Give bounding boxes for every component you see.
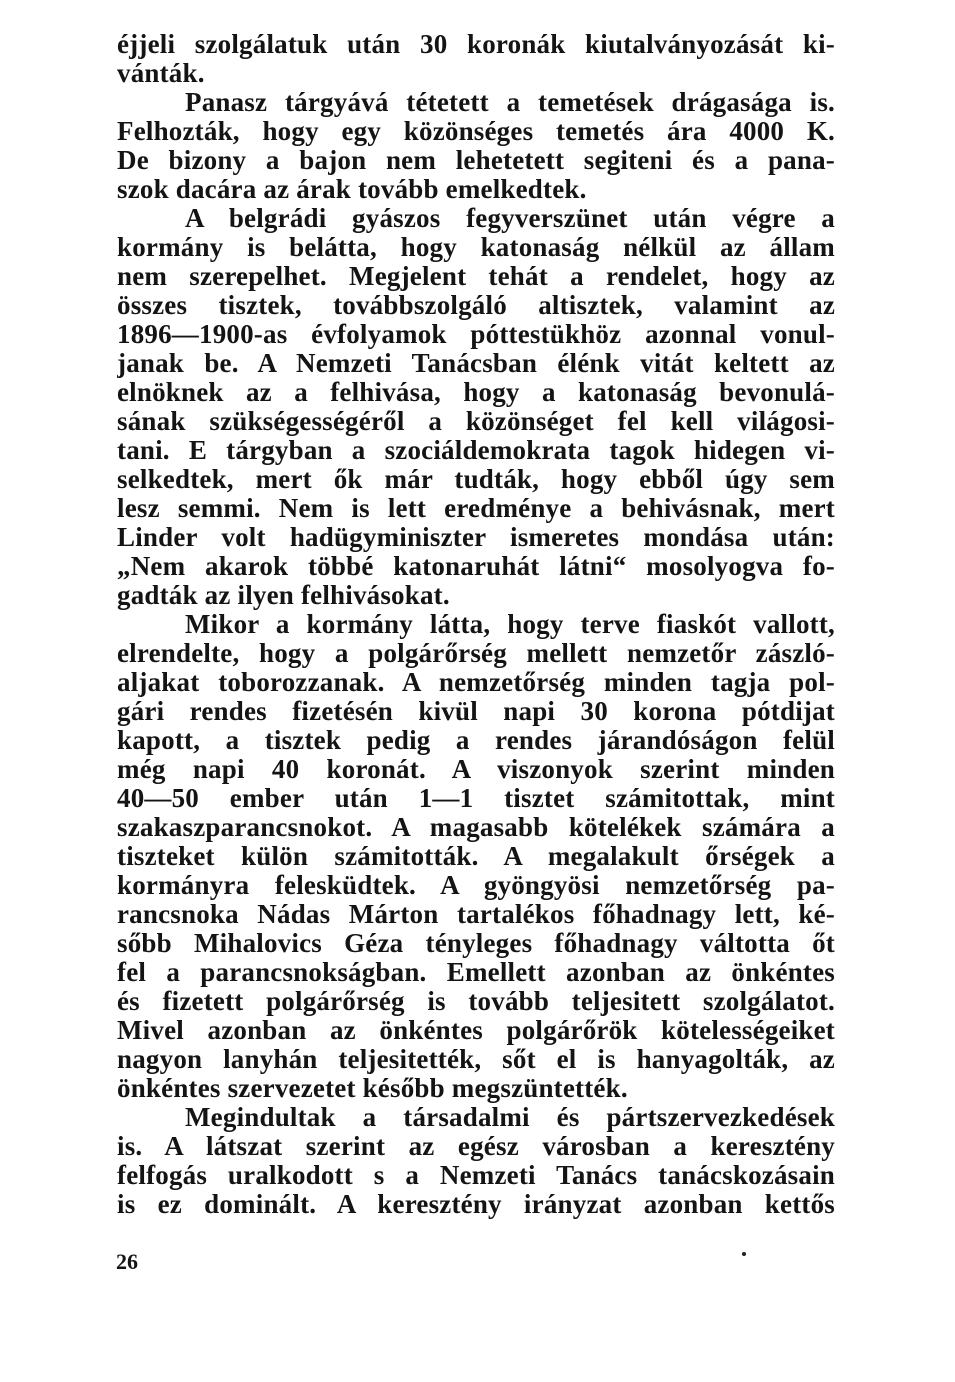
text-line: még napi 40 koronát. A viszonyok szerint minden: [117, 755, 835, 784]
text-line: is. A látszat szerint az egész városban a keresztény: [117, 1132, 835, 1161]
text-line: összes tisztek, továbbszolgáló altisztek, valamint az: [117, 291, 835, 320]
text-line: Panasz tárgyává tétetett a temetések drágasága is.: [185, 88, 835, 117]
text-line: Megindultak a társadalmi és pártszervezkedések: [185, 1103, 835, 1132]
text-line: Mivel azonban az önkéntes polgárőrök kötelességeiket: [117, 1016, 835, 1045]
text-line: sának szükségességéről a közönséget fel kell világosi-: [117, 407, 835, 436]
text-line: kapott, a tisztek pedig a rendes járandóságon felül: [117, 726, 835, 755]
text-line: 1896—1900-as évfolyamok póttestükhöz azonnal vonul-: [117, 320, 835, 349]
text-line: tiszteket külön számitották. A megalakult őrségek a: [117, 842, 835, 871]
text-line: és fizetett polgárőrség is tovább teljesitett szolgálatot.: [117, 987, 835, 1016]
text-line: is ez dominált. A keresztény irányzat azonban kettős: [117, 1190, 835, 1219]
body-text: [117, 30, 835, 1219]
text-line: Linder volt hadügyminiszter ismeretes mondása után:: [117, 523, 835, 552]
text-line: A belgrádi gyászos fegyverszünet után végre a: [185, 204, 835, 233]
text-line: 40—50 ember után 1—1 tisztet számitottak, mint: [117, 784, 835, 813]
text-line: lesz semmi. Nem is lett eredménye a behivásnak, mert: [117, 494, 835, 523]
text-line: éjjeli szolgálatuk után 30 koronák kiutalványozását ki-: [117, 30, 835, 59]
text-line: Mikor a kormány látta, hogy terve fiaskót vallott,: [185, 610, 835, 639]
text-line: nagyon lanyhán teljesitették, sőt el is hanyagolták, az: [117, 1045, 835, 1074]
text-line: gadták az ilyen felhivásokat.: [117, 581, 450, 610]
text-line: elrendelte, hogy a polgárőrség mellett nemzetőr zászló-: [117, 639, 835, 668]
print-speck: [742, 1252, 746, 1256]
text-line: rancsnoka Nádas Márton tartalékos főhadnagy lett, ké-: [117, 900, 835, 929]
text-line: vánták.: [117, 59, 205, 88]
text-line: önkéntes szervezetet később megszüntették.: [117, 1074, 628, 1103]
text-line: janak be. A Nemzeti Tanácsban élénk vitát keltett az: [117, 349, 835, 378]
text-line: kormány is belátta, hogy katonaság nélkül az állam: [117, 233, 835, 262]
text-line: sőbb Mihalovics Géza tényleges főhadnagy váltotta őt: [117, 929, 835, 958]
text-line: szok dacára az árak tovább emelkedtek.: [117, 175, 587, 204]
text-line: szakaszparancsnokot. A magasabb kötelékek számára a: [117, 813, 835, 842]
text-line: De bizony a bajon nem lehetetett segiteni és a pana-: [117, 146, 835, 175]
text-line: felfogás uralkodott s a Nemzeti Tanács tanácskozásain: [117, 1161, 835, 1190]
text-line: nem szerepelhet. Megjelent tehát a rendelet, hogy az: [117, 262, 835, 291]
page-number: 26: [116, 1249, 138, 1274]
text-line: kormányra felesküdtek. A gyöngyösi nemzetőrség pa-: [117, 871, 835, 900]
text-line: tani. E tárgyban a szociáldemokrata tagok hidegen vi-: [117, 436, 835, 465]
text-line: selkedtek, mert ők már tudták, hogy ebből úgy sem: [117, 465, 835, 494]
text-line: „Nem akarok többé katonaruhát látni“ mosolyogva fo-: [117, 552, 835, 581]
text-line: gári rendes fizetésén kivül napi 30 korona pótdijat: [117, 697, 835, 726]
text-line: aljakat toborozzanak. A nemzetőrség minden tagja pol-: [117, 668, 835, 697]
text-line: elnöknek az a felhivása, hogy a katonaság bevonulá-: [117, 378, 835, 407]
text-line: Felhozták, hogy egy közönséges temetés ára 4000 K.: [117, 117, 835, 146]
text-line: fel a parancsnokságban. Emellett azonban az önkéntes: [117, 958, 835, 987]
